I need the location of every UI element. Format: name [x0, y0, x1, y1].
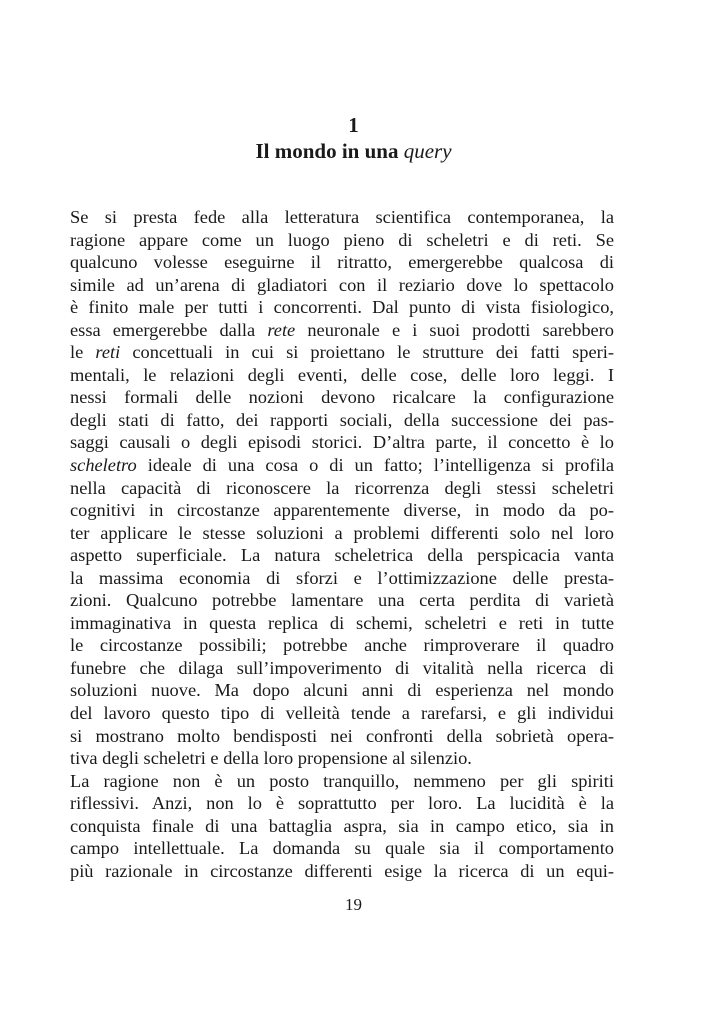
text-run: saggi causali o degli episodi storici. D’altra parte, il concetto è lo: [70, 432, 614, 453]
text-line: [70, 860, 614, 883]
text-run: ideale di una cosa o di un fatto; l’intelligenza si profila: [136, 455, 614, 476]
text-line: [70, 431, 614, 454]
text-line: [70, 364, 614, 387]
text-run: La ragione non è un posto tranquillo, nemmeno per gli spiriti: [70, 770, 614, 791]
text-run: cognitivi in circostanze apparentemente diverse, in modo da po-: [70, 500, 614, 521]
text-line: [70, 837, 614, 860]
text-run: è finito male per tutti i concorrenti. Dal punto di vista fisiologico,: [70, 297, 614, 318]
text-run: nella capacità di riconoscere la ricorrenza degli stessi scheletri: [70, 477, 614, 498]
text-line: [70, 544, 614, 567]
text-line: [70, 612, 614, 635]
text-run: simile ad un’arena di gladiatori con il reziario dove lo spettacolo: [70, 274, 614, 295]
text-line: [70, 725, 614, 748]
text-line: [70, 634, 614, 657]
text-line: [70, 454, 614, 477]
text-run: più razionale in circostanze differenti esige la ricerca di un equi-: [70, 860, 614, 881]
text-run: campo intellettuale. La domanda su quale sia il comportamento: [70, 838, 614, 859]
paragraph: [70, 770, 614, 883]
text-run: concettuali in cui si proiettano le strutture dei fatti speri-: [120, 342, 614, 363]
text-run: le circostanze possibili; potrebbe anche rimproverare il quadro: [70, 635, 614, 656]
italic-word: reti: [95, 342, 121, 363]
text-line: [70, 657, 614, 680]
italic-word: rete: [267, 319, 296, 340]
text-line: [70, 251, 614, 274]
text-line: [70, 274, 614, 297]
text-line: [70, 567, 614, 590]
text-line: [70, 319, 614, 342]
text-run: tiva degli scheletri e della loro propensione al silenzio.: [70, 748, 472, 769]
text-line: [70, 792, 614, 815]
text-run: la massima economia di sforzi e l’ottimizzazione delle presta-: [70, 567, 614, 588]
text-line: [70, 409, 614, 432]
text-line: [70, 499, 614, 522]
text-run: ragione appare come un luogo pieno di scheletri e di reti. Se: [70, 229, 614, 250]
text-run: funebre che dilaga sull’impoverimento di vitalità nella ricerca di: [70, 657, 614, 678]
body-text: [70, 206, 614, 882]
text-line: [70, 229, 614, 252]
text-line: [70, 702, 614, 725]
text-line: [70, 770, 614, 793]
text-run: ter applicare le stesse soluzioni a problemi differenti solo nel loro: [70, 522, 614, 543]
italic-word: scheletro: [70, 455, 137, 476]
text-run: si mostrano molto bendisposti nei confronti della sobrietà opera-: [70, 725, 614, 746]
text-line: [70, 296, 614, 319]
text-run: riflessivi. Anzi, non lo è soprattutto per loro. La lucidità è la: [70, 793, 614, 814]
text-run: conquista finale di una battaglia aspra, sia in campo etico, sia in: [70, 815, 614, 836]
text-line: [70, 477, 614, 500]
text-run: immaginativa in questa replica di schemi, scheletri e reti in tutte: [70, 612, 614, 633]
text-run: nessi formali delle nozioni devono ricalcare la configurazione: [70, 387, 614, 408]
text-run: del lavoro questo tipo di velleità tende a rarefarsi, e gli individui: [70, 703, 614, 724]
text-run: mentali, le relazioni degli eventi, delle cose, delle loro leggi. I: [70, 364, 614, 385]
chapter-number: 1: [348, 113, 359, 137]
text-line: [70, 206, 614, 229]
text-run: zioni. Qualcuno potrebbe lamentare una certa perdita di varietà: [70, 590, 614, 611]
chapter-title-text: Il mondo in una: [255, 139, 404, 163]
text-run: le: [70, 342, 96, 363]
text-line: [70, 522, 614, 545]
paragraph: [70, 206, 614, 770]
page-number: 19: [345, 895, 362, 914]
text-line: [70, 679, 614, 702]
text-run: degli stati di fatto, dei rapporti sociali, della successione dei pas-: [70, 409, 614, 430]
chapter-title: [0, 138, 707, 164]
text-line: [70, 386, 614, 409]
text-run: qualcuno volesse eseguirne il ritratto, emergerebbe qualcosa di: [70, 252, 614, 273]
text-run: essa emergerebbe dalla: [70, 319, 268, 340]
chapter-title-italic: query: [403, 139, 452, 163]
text-line: [70, 815, 614, 838]
text-line: [70, 341, 614, 364]
text-run: neuronale e i suoi prodotti sarebbero: [295, 319, 614, 340]
text-line: [70, 747, 614, 770]
text-run: Se si presta fede alla letteratura scientifica contemporanea, la: [70, 207, 614, 227]
text-run: aspetto superficiale. La natura scheletrica della perspicacia vanta: [70, 545, 614, 566]
text-line: [70, 589, 614, 612]
text-run: soluzioni nuove. Ma dopo alcuni anni di esperienza nel mondo: [70, 680, 614, 701]
